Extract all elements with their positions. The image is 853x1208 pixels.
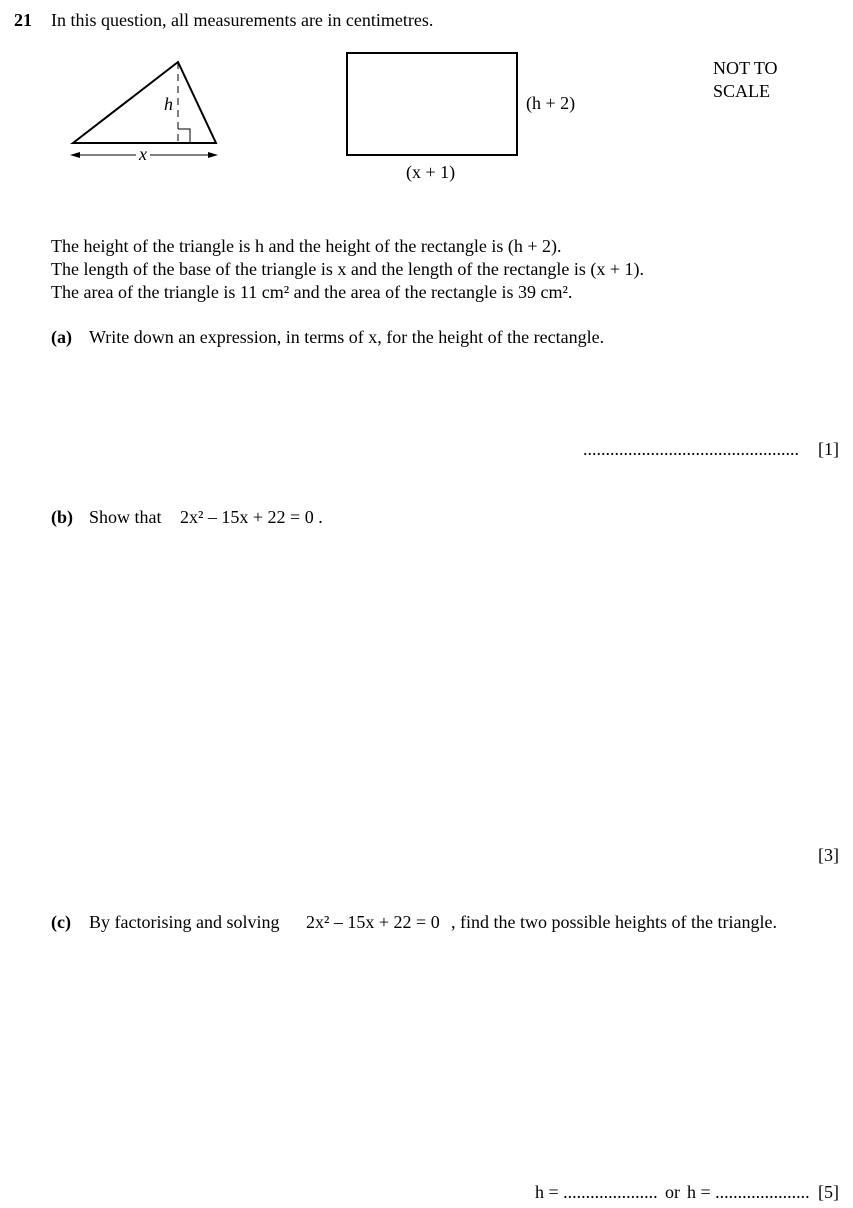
- question-number: 21: [14, 10, 32, 30]
- triangle-shape: [73, 62, 216, 143]
- part-c-label: (c): [51, 912, 71, 932]
- scale-note-line2: SCALE: [713, 81, 771, 101]
- statement-line3: The area of the triangle is 11 cm² and the area of the rectangle is 39 cm².: [51, 282, 573, 302]
- right-angle-mark: [178, 129, 190, 143]
- diagram: [0, 0, 853, 200]
- part-a-text: Write down an expression, in terms of x, for the height of the rectangle.: [89, 327, 605, 347]
- part-c-prefix: By factorising and solving: [89, 912, 280, 932]
- part-c-answer-h1[interactable]: h = .....................: [535, 1182, 658, 1202]
- part-b-marks: [3]: [818, 845, 839, 865]
- part-a-answer-line[interactable]: ................................................: [583, 439, 799, 459]
- scale-note-line1: NOT TO: [713, 58, 778, 78]
- statement-line2: The length of the base of the triangle is x and the length of the rectangle is (x + 1).: [51, 259, 644, 279]
- question-intro: In this question, all measurements are in centimetres.: [51, 10, 434, 30]
- part-c-marks: [5]: [818, 1182, 839, 1202]
- part-a-label: (a): [51, 327, 72, 347]
- arrow-head-left: [70, 152, 80, 158]
- rectangle-length-label: (x + 1): [406, 162, 456, 182]
- part-c-equation: 2x² – 15x + 22 = 0: [306, 912, 440, 932]
- statement-line1: The height of the triangle is h and the height of the rectangle is (h + 2).: [51, 236, 562, 256]
- part-a-marks: [1]: [818, 439, 839, 459]
- part-b-equation: 2x² – 15x + 22 = 0 .: [180, 507, 323, 527]
- arrow-head-right: [208, 152, 218, 158]
- rectangle-height-label: (h + 2): [526, 93, 576, 113]
- triangle-base-label: x: [139, 144, 147, 164]
- triangle-height-label: h: [164, 94, 173, 114]
- part-b-prefix: Show that: [89, 507, 162, 527]
- part-b-label: (b): [51, 507, 73, 527]
- part-c-answer-or: or: [665, 1182, 680, 1202]
- rectangle-shape: [347, 53, 517, 155]
- part-c-suffix: , find the two possible heights of the triangle.: [451, 912, 777, 932]
- part-c-answer-h2[interactable]: h = .....................: [687, 1182, 810, 1202]
